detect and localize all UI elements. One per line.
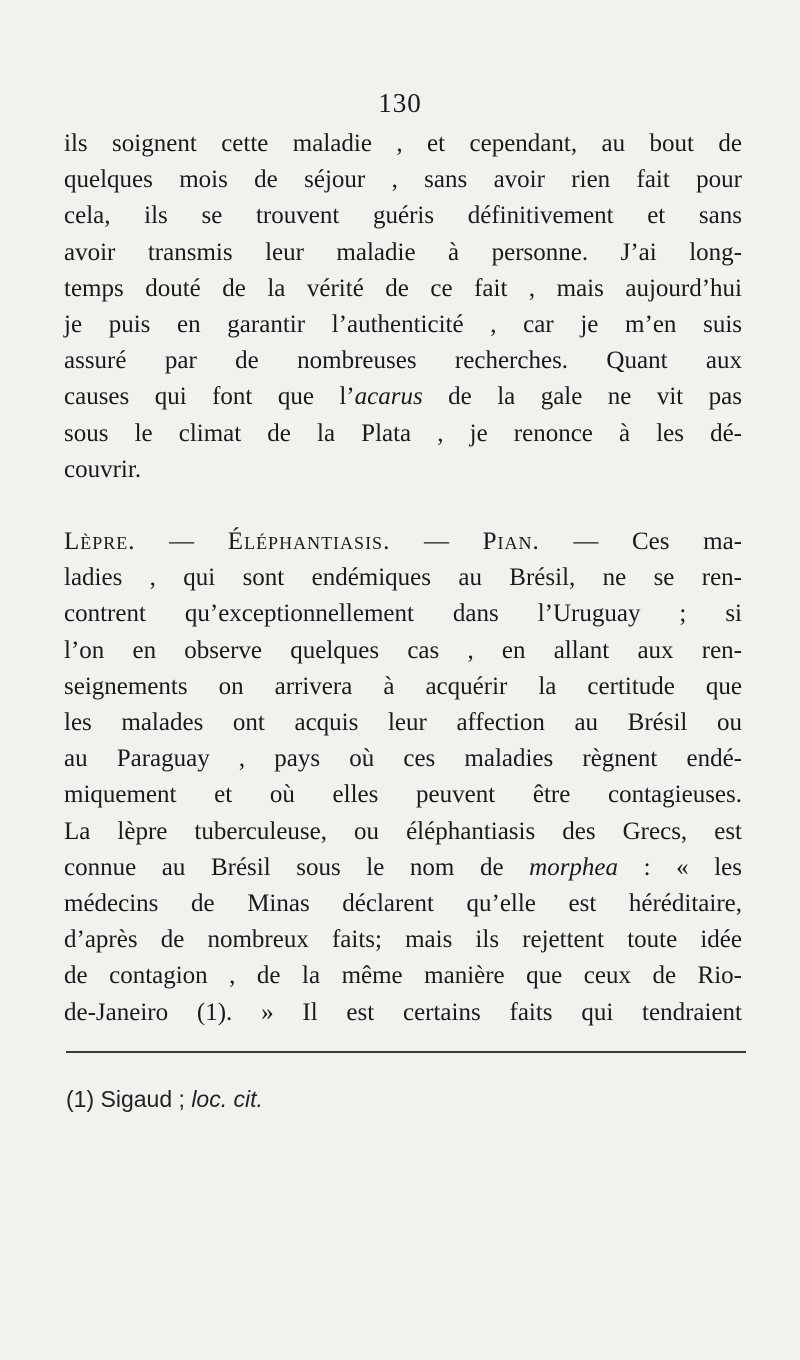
heading-separator: — [135, 528, 228, 556]
text-line: La lèpre tuberculeuse, ou éléphantiasis des Grecs, est [64, 817, 742, 845]
text-line: les malades ont acquis leur affection au Brésil ou [64, 709, 742, 737]
footnote-text: Sigaud ; [94, 1086, 192, 1112]
footnote-italic: loc. cit. [191, 1086, 263, 1112]
text-run: causes qui font que l’ [64, 383, 355, 411]
page-number: 130 [378, 88, 422, 118]
text-line: de-Janeiro (1). » Il est certains faits qui tendraient [64, 998, 742, 1026]
text-run: de la gale ne vit pas [422, 383, 742, 411]
text-run: — Ces ma- [539, 528, 743, 556]
text-line: je puis en garantir l’authenticité , car je m’en suis [64, 311, 742, 339]
text-line: sous le climat de la Plata , je renonce à les dé- [64, 419, 742, 447]
text-line: de contagion , de la même manière que ceux de Rio- [64, 962, 742, 990]
heading-term: Pian. [482, 528, 540, 556]
text-line [64, 850, 742, 886]
heading-term: Éléphantiasis. [227, 528, 391, 556]
footnote-marker: (1) [66, 1086, 95, 1112]
text-line: miquement et où elles peuvent être contagieuses. [64, 781, 742, 809]
footnote [66, 1086, 263, 1113]
text-line [64, 379, 742, 415]
text-line: avoir transmis leur maladie à personne. J’ai long- [64, 238, 742, 266]
text-line: ladies , qui sont endémiques au Brésil, ne se ren- [64, 564, 742, 592]
italic-term: acarus [354, 383, 423, 411]
body-text [64, 126, 742, 1031]
italic-term: morphea [529, 853, 619, 881]
section-heading-line [64, 524, 742, 560]
text-line: l’on en observe quelques cas , en allant aux ren- [64, 636, 742, 664]
text-run: : « les [618, 853, 742, 881]
text-line: couvrir. [64, 455, 142, 483]
heading-term: Lèpre. [64, 528, 136, 556]
text-line: quelques mois de séjour , sans avoir rien fait pour [64, 166, 742, 194]
text-line: au Paraguay , pays où ces maladies règnent endé- [64, 745, 742, 773]
text-run: connue au Brésil sous le nom de [64, 853, 530, 881]
text-line: ils soignent cette maladie , et cependant, au bout de [64, 130, 742, 157]
paragraph-gap [64, 488, 742, 524]
heading-separator: — [390, 528, 483, 556]
text-line: temps douté de la vérité de ce fait , mais aujourd’hui [64, 274, 742, 302]
text-line: d’après de nombreux faits; mais ils rejettent toute idée [64, 926, 742, 954]
footnote-rule [66, 1051, 746, 1053]
text-line: seignements on arrivera à acquérir la certitude que [64, 672, 742, 700]
text-line: contrent qu’exceptionnellement dans l’Uruguay ; si [64, 600, 742, 628]
text-line: assuré par de nombreuses recherches. Quant aux [64, 347, 742, 375]
text-line: cela, ils se trouvent guéris définitivement et sans [64, 202, 742, 230]
text-line: médecins de Minas déclarent qu’elle est héréditaire, [64, 890, 742, 918]
